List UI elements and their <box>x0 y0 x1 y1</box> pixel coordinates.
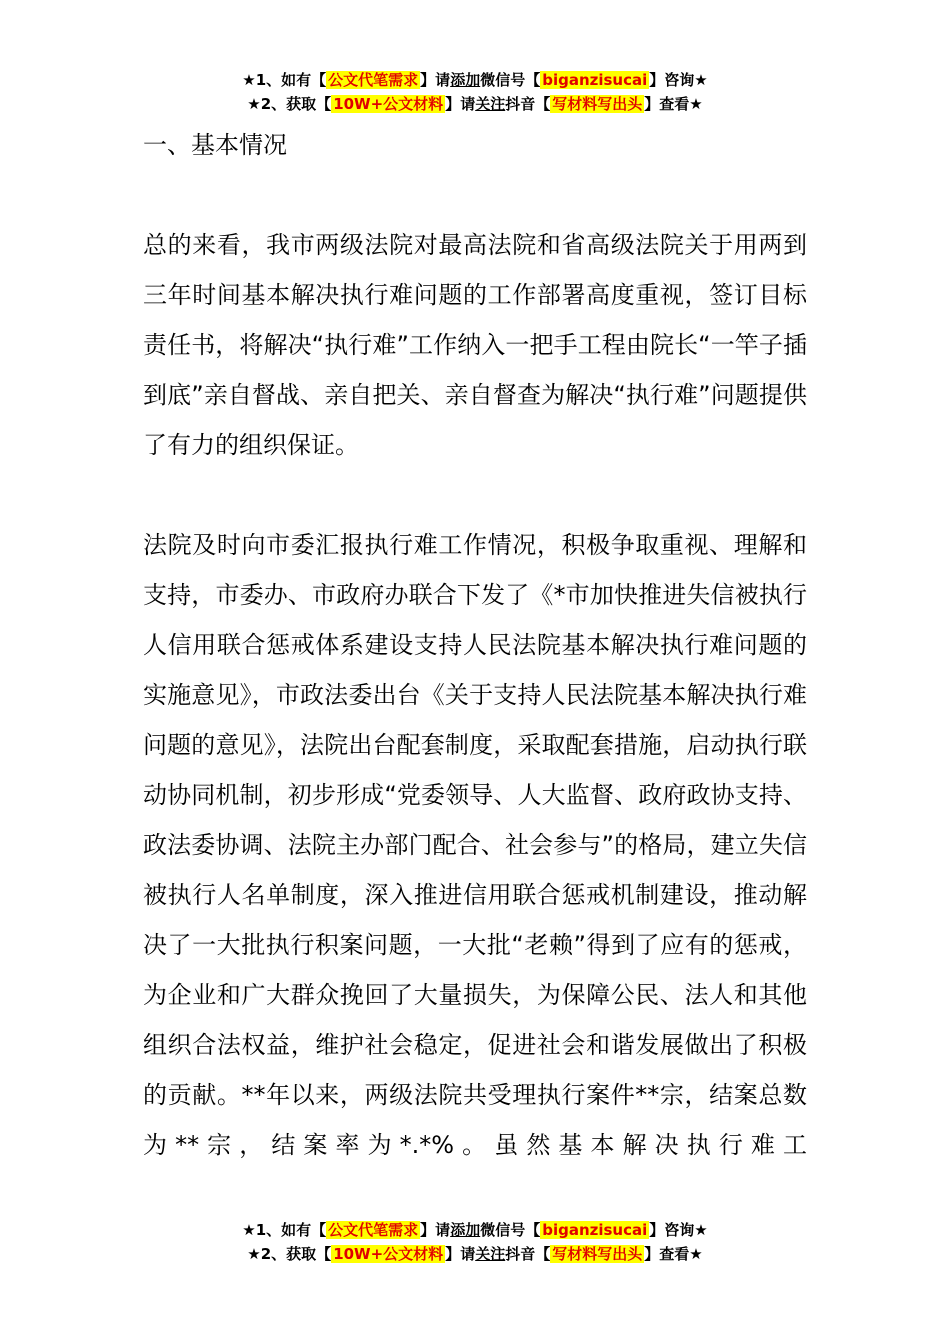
banner-text: 抖音【 <box>505 1245 551 1263</box>
document-body <box>143 120 807 1159</box>
banner-emphasis: 添加 <box>450 71 481 89</box>
banner-text: ★2、获取【 <box>247 1245 332 1263</box>
paragraph-2: 法院及时向市委汇报执行难工作情况，积极争取重视、理解和支持，市委办、市政府办联合下发了《*市加快推进失信被执行人信用联合惩戒体系建设支持人民法院基本解决执行难问题的实施意见》，市政法委出台《关于支持人民法院基本解决执行难问题的意见》，法院出台配套制度，采取配套措施，启动执行联动协同机制，初步形成“党委领导、人大监督、政府政协支持、政法委协调、法院主办部门配合、社会参与”的格局，建立失信被执行人名单制度，深入推进信用联合惩戒机制建设，推动解决了一大批执行积案问题，一大批“老赖”得到了应有的惩戒，为企业和广大群众挽回了大量损失，为保障公民、法人和其他组织合法权益，维护社会稳定，促进社会和谐发展做出了积极的贡献。**年以来，两级法院共受理执行案件**宗，结案总数为**宗，结案率为*.*%。虽然基本解决执行难工 <box>143 531 807 1159</box>
banner-text: ★1、如有【 <box>242 71 327 89</box>
section-heading: 一、基本情况 <box>143 131 287 159</box>
footer-banner <box>0 1218 950 1266</box>
banner-highlight: 10W+公文材料 <box>333 95 444 113</box>
banner-highlight: 写材料写出头 <box>552 1245 643 1263</box>
banner-text: 抖音【 <box>505 95 551 113</box>
blank-line <box>143 470 807 520</box>
banner-text: 微信号【 <box>480 71 541 89</box>
paragraph-2-container <box>143 520 807 1159</box>
banner-text: ★2、获取【 <box>247 95 332 113</box>
banner-text: 】查看★ <box>644 95 703 113</box>
banner-text: 】咨询★ <box>649 71 708 89</box>
banner-text: 】咨询★ <box>649 1221 708 1239</box>
banner-emphasis: 关注 <box>475 95 506 113</box>
banner-text: 】请 <box>420 71 451 89</box>
banner-emphasis: 添加 <box>450 1221 481 1239</box>
banner-text: 】请 <box>445 95 476 113</box>
banner-highlight: biganzisucai <box>542 1221 648 1239</box>
paragraph-1: 总的来看，我市两级法院对最高法院和省高级法院关于用两到三年时间基本解决执行难问题的工作部署高度重视，签订目标责任书，将解决“执行难”工作纳入一把手工程由院长“一竿子插到底”亲自督战、亲自把关、亲自督查为解决“执行难”问题提供了有力的组织保证。 <box>143 231 807 459</box>
blank-line <box>143 170 807 220</box>
banner-emphasis: 关注 <box>475 1245 506 1263</box>
banner-highlight: biganzisucai <box>542 71 648 89</box>
banner-text: ★1、如有【 <box>242 1221 327 1239</box>
banner-text: 】查看★ <box>644 1245 703 1263</box>
banner-text: 微信号【 <box>480 1221 541 1239</box>
banner-highlight: 10W+公文材料 <box>333 1245 444 1263</box>
banner-text: 】请 <box>445 1245 476 1263</box>
banner-text: 】请 <box>420 1221 451 1239</box>
banner-line-2 <box>0 92 950 116</box>
banner-line-2 <box>0 1242 950 1266</box>
banner-highlight: 写材料写出头 <box>552 95 643 113</box>
banner-highlight: 公文代笔需求 <box>328 1221 419 1239</box>
banner-line-1 <box>0 68 950 92</box>
banner-highlight: 公文代笔需求 <box>328 71 419 89</box>
header-banner <box>0 68 950 116</box>
banner-line-1 <box>0 1218 950 1242</box>
